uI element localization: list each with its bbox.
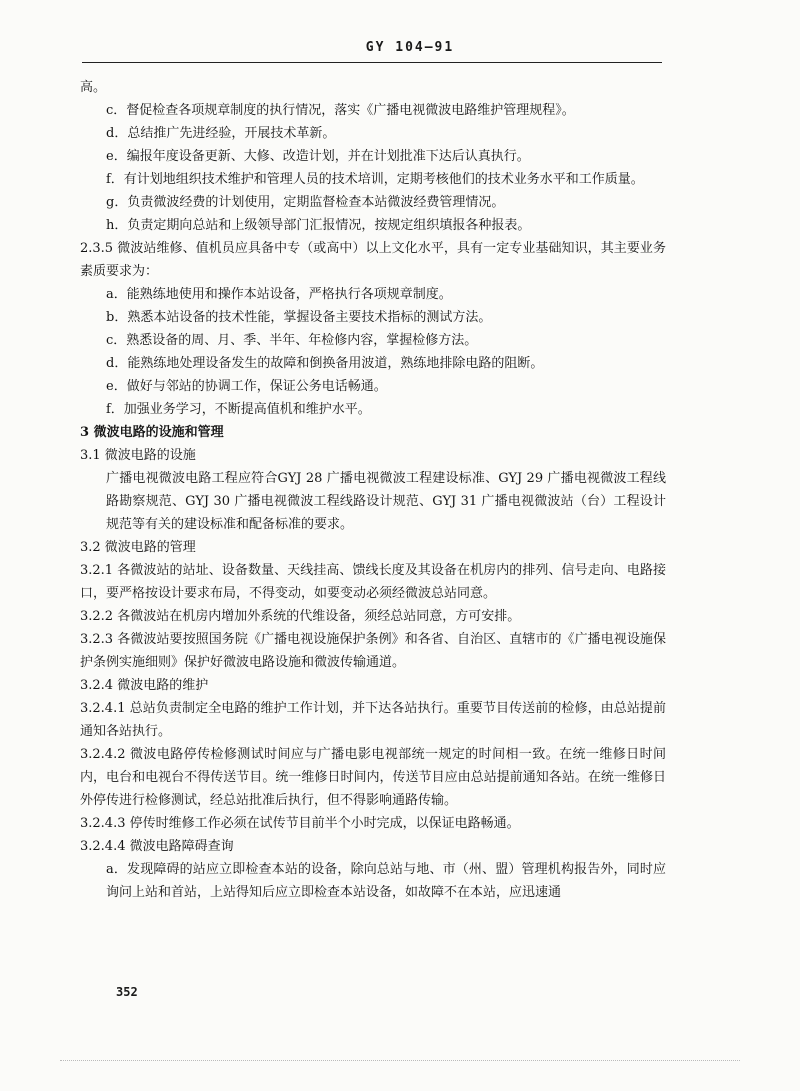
scan-edge-artifact: [60, 1060, 740, 1063]
clause-3-2-4-1: 3.2.4.1 总站负责制定全电路的维护工作计划，并下达各站执行。重要节目传送前的检修，由总站提前通知各站执行。: [80, 701, 666, 739]
section-heading-3-2: 3.2 微波电路的管理: [80, 540, 196, 555]
clause-3-2-4-3: 3.2.4.3 停传时维修工作必须在试传节目前半个小时完成，以保证电路畅通。: [80, 816, 520, 831]
document-body: [80, 76, 666, 904]
requirement-b: b．熟悉本站设备的技术性能，掌握设备主要技术指标的测试方法。: [106, 310, 492, 325]
requirement-e: e．做好与邻站的协调工作，保证公务电话畅通。: [106, 379, 387, 394]
paragraph-3-1: 广播电视微波电路工程应符合GYJ 28 广播电视微波工程建设标准、GYJ 29 广播电视微波工程线路勘察规范、GYJ 30 广播电视微波工程线路设计规范、GYJ 31 广播电视微波站（台）工程设计规范等有关的建设标准和配备标准的要求。: [106, 471, 666, 532]
list-item-h: h．负责定期向总站和上级领导部门汇报情况，按规定组织填报各种报表。: [106, 218, 531, 233]
requirement-a: a．能熟练地使用和操作本站设备，严格执行各项规章制度。: [106, 287, 452, 302]
clause-3-2-3: 3.2.3 各微波站要按照国务院《广播电视设施保护条例》和各省、自治区、直辖市的《广播电视设施保护条例实施细则》保护好微波电路设施和微波传输通道。: [80, 632, 666, 670]
clause-3-2-2: 3.2.2 各微波站在机房内增加外系统的代维设备，须经总站同意，方可安排。: [80, 609, 521, 624]
header-rule: [82, 62, 662, 63]
clause-2-3-5: 2.3.5 微波站维修、值机员应具备中专（或高中）以上文化水平，具有一定专业基础知识，其主要业务素质要求为：: [80, 241, 666, 279]
list-item-c: c．督促检查各项规章制度的执行情况，落实《广播电视微波电路维护管理规程》。: [106, 103, 575, 118]
list-item-f: f．有计划地组织技术维护和管理人员的技术培训，定期考核他们的技术业务水平和工作质量。: [106, 172, 644, 187]
clause-3-2-4-2: 3.2.4.2 微波电路停传检修测试时间应与广播电影电视部统一规定的时间相一致。在统一维修日时间内，电台和电视台不得传送节目。统一维修日时间内，传送节目应由总站提前通知各站。在统一维修日外停传进行检修测试，经总站批准后执行，但不得影响通路传输。: [80, 747, 666, 808]
requirement-c: c．熟悉设备的周、月、季、半年、年检修内容，掌握检修方法。: [106, 333, 478, 348]
section-heading-3-1: 3.1 微波电路的设施: [80, 448, 196, 463]
list-item-g: g．负责微波经费的计划使用，定期监督检查本站微波经费管理情况。: [106, 195, 505, 210]
section-heading-3: 3 微波电路的设施和管理: [80, 425, 224, 440]
clause-3-2-4-4: 3.2.4.4 微波电路障碍查询: [80, 839, 234, 854]
clause-3-2-1: 3.2.1 各微波站的站址、设备数量、天线挂高、馈线长度及其设备在机房内的排列、信号走向、电路接口，要严格按设计要求布局，不得变动，如要变动必须经微波总站同意。: [80, 563, 666, 601]
text-line: 高。: [80, 80, 107, 95]
fault-query-item-a: a．发现障碍的站应立即检查本站的设备，除向总站与地、市（州、盟）管理机构报告外，同时应询问上站和首站，上站得知后应立即检查本站设备，如故障不在本站，应迅速通: [106, 862, 666, 900]
list-item-e: e．编报年度设备更新、大修、改造计划，并在计划批准下达后认真执行。: [106, 149, 530, 164]
requirement-d: d．能熟练地处理设备发生的故障和倒换备用波道，熟练地排除电路的阻断。: [106, 356, 544, 371]
standard-code-header: GY 104—91: [365, 40, 455, 55]
section-heading-3-2-4: 3.2.4 微波电路的维护: [80, 678, 209, 693]
list-item-d: d．总结推广先进经验，开展技术革新。: [106, 126, 336, 141]
requirement-f: f．加强业务学习，不断提高值机和维护水平。: [106, 402, 371, 417]
page-number: 352: [116, 985, 138, 999]
